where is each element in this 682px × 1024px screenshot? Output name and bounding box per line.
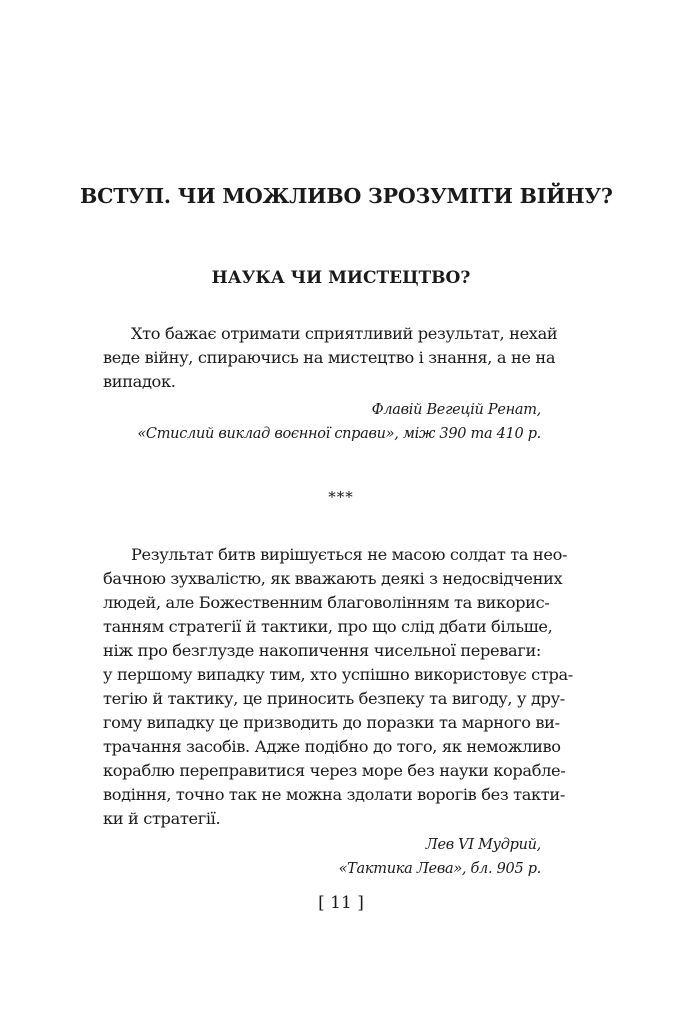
page-number: [ 11 ] <box>318 893 364 913</box>
epigraph-2-line: гому випадку це призводить до поразки та марного ви- <box>103 713 560 732</box>
epigraph-2-line: трачання засобів. Адже подібно до того, як неможливо <box>103 737 561 756</box>
epigraph-2-line: тегію й тактику, це приносить безпеку та вигоду, у дру- <box>103 689 565 708</box>
epigraph-1-line: випадок. <box>103 372 176 391</box>
epigraph-1-line: Хто бажає отримати сприятливий результат, нехай <box>131 324 558 343</box>
epigraph-2-line: Результат битв вирішується не масою солдат та нео- <box>131 545 568 564</box>
epigraph-2-line: водіння, точно так не можна здолати ворогів без такти- <box>103 785 565 804</box>
epigraph-2-line: ки й стратегії. <box>103 809 221 828</box>
epigraph-2-source: «Тактика Лева», бл. 905 р. <box>338 861 541 877</box>
epigraph-2-author: Лев VI Мудрий, <box>425 837 541 853</box>
section-separator: *** <box>328 488 354 506</box>
epigraph-1-source: «Стислий виклад воєнної справи», між 390 та 410 р. <box>137 426 541 442</box>
epigraph-2-line: ніж про безглузде накопичення чисельної переваги: <box>103 641 541 660</box>
epigraph-2-line: танням стратегії й тактики, про що слід дбати більше, <box>103 617 553 636</box>
chapter-title: ВСТУП. ЧИ МОЖЛИВО ЗРОЗУМІТИ ВІЙНУ? <box>80 184 613 208</box>
section-title: НАУКА ЧИ МИСТЕЦТВО? <box>211 268 471 288</box>
epigraph-2-line: у першому випадку тим, хто успішно використовує стра- <box>103 665 573 684</box>
epigraph-2-line: людей, але Божественним благоволінням та викорис- <box>103 593 550 612</box>
epigraph-1-author: Флавій Вегецій Ренат, <box>371 402 541 418</box>
epigraph-1-line: веде війну, спираючись на мистецтво і знання, а не на <box>103 348 556 367</box>
epigraph-2-line: кораблю переправитися через море без науки корабле- <box>103 761 566 780</box>
epigraph-2-line: бачною зухвалістю, як вважають деякі з недосвідчених <box>103 569 563 588</box>
